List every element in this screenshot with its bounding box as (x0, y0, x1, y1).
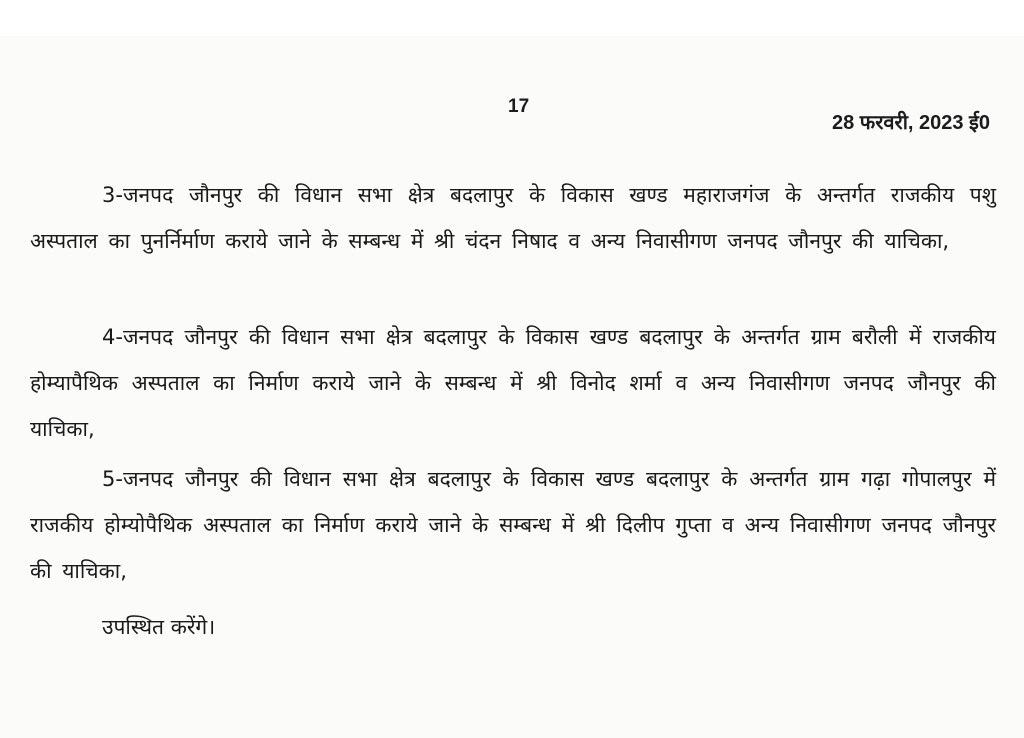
document-date: 28 फरवरी, 2023 ई0 (832, 112, 990, 134)
petition-paragraph-4: 4-जनपद जौनपुर की विधान सभा क्षेत्र बदलापुर के विकास खण्ड बदलापुर के अन्तर्गत ग्राम बरौली में राजकीय होम्यापैथिक अस्पताल का निर्माण कराये जाने के सम्बन्ध में श्री विनोद शर्मा व अन्य निवासीगण जनपद जौनपुर की याचिका, (30, 325, 996, 441)
closing-line: उपस्थित करेंगे। (102, 615, 216, 639)
page-number: 17 (508, 96, 530, 117)
petition-paragraph-3: 3-जनपद जौनपुर की विधान सभा क्षेत्र बदलापुर के विकास खण्ड महाराजगंज के अन्तर्गत राजकीय पशु अस्पताल का पुनर्निर्माण कराये जाने के सम्बन्ध में श्री चंदन निषाद व अन्य निवासीगण जनपद जौनपुर की याचिका, (30, 183, 996, 253)
petition-paragraph-5: 5-जनपद जौनपुर की विधान सभा क्षेत्र बदलापुर के विकास खण्ड बदलापुर के अन्तर्गत ग्राम गढ़ा गोपालपुर में राजकीय होम्योपैथिक अस्पताल का निर्माण कराये जाने के सम्बन्ध में श्री दिलीप गुप्ता व अन्य निवासीगण जनपद जौनपुर की याचिका, (30, 467, 996, 583)
top-margin-band (0, 0, 1024, 36)
